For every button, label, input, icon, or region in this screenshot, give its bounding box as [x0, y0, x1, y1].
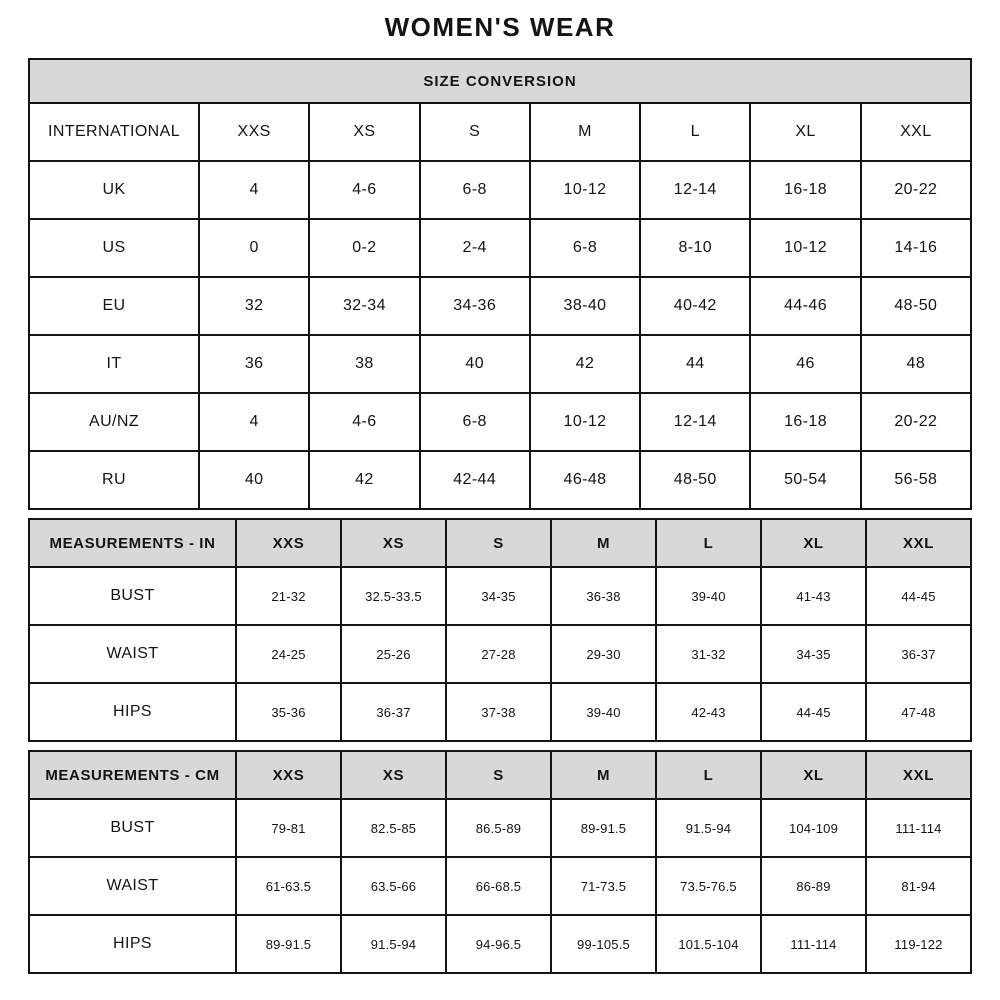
value-cell: 42: [309, 451, 419, 509]
row-label-cell: EU: [29, 277, 199, 335]
value-cell: 16-18: [750, 393, 860, 451]
value-cell: 21-32: [236, 567, 341, 625]
value-cell: 14-16: [861, 219, 971, 277]
row-label-cell: RU: [29, 451, 199, 509]
value-cell: 39-40: [551, 683, 656, 741]
value-cell: 36-37: [341, 683, 446, 741]
size-col-header: L: [656, 751, 761, 799]
value-cell: 10-12: [530, 161, 640, 219]
value-cell: 71-73.5: [551, 857, 656, 915]
row-label-cell: IT: [29, 335, 199, 393]
value-cell: 38: [309, 335, 419, 393]
table-row: [29, 915, 971, 973]
table-row: [29, 219, 971, 277]
value-cell: 4-6: [309, 161, 419, 219]
size-col-header: XXL: [866, 519, 971, 567]
value-cell: 12-14: [640, 393, 750, 451]
value-cell: 6-8: [420, 393, 530, 451]
value-cell: 89-91.5: [236, 915, 341, 973]
table-row: [29, 799, 971, 857]
value-cell: 16-18: [750, 161, 860, 219]
value-cell: 44-46: [750, 277, 860, 335]
value-cell: 89-91.5: [551, 799, 656, 857]
size-col-header: XXS: [236, 519, 341, 567]
value-cell: 48-50: [640, 451, 750, 509]
value-cell: 66-68.5: [446, 857, 551, 915]
value-cell: 34-35: [446, 567, 551, 625]
value-cell: 38-40: [530, 277, 640, 335]
value-cell: XXS: [199, 103, 309, 161]
row-label-cell: INTERNATIONAL: [29, 103, 199, 161]
size-col-header: XS: [341, 751, 446, 799]
measurements-in-table: [28, 518, 972, 742]
value-cell: XL: [750, 103, 860, 161]
value-cell: L: [640, 103, 750, 161]
size-col-header: XXS: [236, 751, 341, 799]
row-label-cell: BUST: [29, 567, 236, 625]
value-cell: 40: [420, 335, 530, 393]
measurements-cm-table: [28, 750, 972, 974]
value-cell: 111-114: [866, 799, 971, 857]
table-row: [29, 161, 971, 219]
size-conversion-table: [28, 58, 972, 510]
value-cell: 46: [750, 335, 860, 393]
table-row: [29, 451, 971, 509]
value-cell: 24-25: [236, 625, 341, 683]
row-label-cell: UK: [29, 161, 199, 219]
value-cell: 99-105.5: [551, 915, 656, 973]
table-row: [29, 393, 971, 451]
value-cell: 10-12: [530, 393, 640, 451]
value-cell: 42-44: [420, 451, 530, 509]
value-cell: 48-50: [861, 277, 971, 335]
row-label-cell: AU/NZ: [29, 393, 199, 451]
value-cell: 86-89: [761, 857, 866, 915]
value-cell: 44-45: [866, 567, 971, 625]
value-cell: 50-54: [750, 451, 860, 509]
value-cell: 111-114: [761, 915, 866, 973]
value-cell: 36-38: [551, 567, 656, 625]
table-row: [29, 857, 971, 915]
value-cell: 4-6: [309, 393, 419, 451]
value-cell: 91.5-94: [656, 799, 761, 857]
table-row: [29, 103, 971, 161]
row-label-cell: WAIST: [29, 857, 236, 915]
value-cell: 2-4: [420, 219, 530, 277]
row-label-cell: US: [29, 219, 199, 277]
page-title: WOMEN'S WEAR: [384, 12, 616, 42]
value-cell: 104-109: [761, 799, 866, 857]
value-cell: M: [530, 103, 640, 161]
value-cell: 47-48: [866, 683, 971, 741]
value-cell: 36: [199, 335, 309, 393]
value-cell: 27-28: [446, 625, 551, 683]
value-cell: XS: [309, 103, 419, 161]
value-cell: 40-42: [640, 277, 750, 335]
size-col-header: XL: [761, 519, 866, 567]
value-cell: 44-45: [761, 683, 866, 741]
value-cell: XXL: [861, 103, 971, 161]
table-row: [29, 567, 971, 625]
value-cell: 32: [199, 277, 309, 335]
value-cell: 56-58: [861, 451, 971, 509]
value-cell: 34-35: [761, 625, 866, 683]
row-label-cell: HIPS: [29, 915, 236, 973]
size-col-header: M: [551, 751, 656, 799]
value-cell: 48: [861, 335, 971, 393]
value-cell: 35-36: [236, 683, 341, 741]
value-cell: 39-40: [656, 567, 761, 625]
size-col-header: M: [551, 519, 656, 567]
table-header-row: [29, 751, 971, 799]
row-label-cell: BUST: [29, 799, 236, 857]
table-header-row: [29, 59, 971, 103]
size-col-header: S: [446, 751, 551, 799]
value-cell: 44: [640, 335, 750, 393]
table-row: [29, 277, 971, 335]
table-row: [29, 625, 971, 683]
value-cell: 0-2: [309, 219, 419, 277]
size-col-header: XL: [761, 751, 866, 799]
table-row: [29, 335, 971, 393]
value-cell: 12-14: [640, 161, 750, 219]
size-col-header: L: [656, 519, 761, 567]
value-cell: 10-12: [750, 219, 860, 277]
value-cell: 42-43: [656, 683, 761, 741]
value-cell: 41-43: [761, 567, 866, 625]
value-cell: 37-38: [446, 683, 551, 741]
value-cell: 34-36: [420, 277, 530, 335]
value-cell: 94-96.5: [446, 915, 551, 973]
value-cell: 40: [199, 451, 309, 509]
value-cell: 20-22: [861, 161, 971, 219]
value-cell: 79-81: [236, 799, 341, 857]
value-cell: 82.5-85: [341, 799, 446, 857]
value-cell: S: [420, 103, 530, 161]
table-row: [29, 683, 971, 741]
value-cell: 46-48: [530, 451, 640, 509]
size-col-header: XXL: [866, 751, 971, 799]
measurements-in-header: MEASUREMENTS - IN: [29, 519, 236, 567]
value-cell: 63.5-66: [341, 857, 446, 915]
value-cell: 29-30: [551, 625, 656, 683]
value-cell: 0: [199, 219, 309, 277]
value-cell: 81-94: [866, 857, 971, 915]
value-cell: 4: [199, 393, 309, 451]
measurements-cm-header: MEASUREMENTS - CM: [29, 751, 236, 799]
value-cell: 73.5-76.5: [656, 857, 761, 915]
value-cell: 61-63.5: [236, 857, 341, 915]
value-cell: 6-8: [530, 219, 640, 277]
value-cell: 25-26: [341, 625, 446, 683]
value-cell: 119-122: [866, 915, 971, 973]
value-cell: 32.5-33.5: [341, 567, 446, 625]
size-col-header: XS: [341, 519, 446, 567]
row-label-cell: WAIST: [29, 625, 236, 683]
value-cell: 101.5-104: [656, 915, 761, 973]
value-cell: 91.5-94: [341, 915, 446, 973]
value-cell: 4: [199, 161, 309, 219]
value-cell: 36-37: [866, 625, 971, 683]
size-conversion-header: SIZE CONVERSION: [29, 59, 971, 103]
value-cell: 20-22: [861, 393, 971, 451]
size-col-header: S: [446, 519, 551, 567]
value-cell: 6-8: [420, 161, 530, 219]
table-header-row: [29, 519, 971, 567]
row-label-cell: HIPS: [29, 683, 236, 741]
value-cell: 31-32: [656, 625, 761, 683]
value-cell: 42: [530, 335, 640, 393]
value-cell: 8-10: [640, 219, 750, 277]
value-cell: 86.5-89: [446, 799, 551, 857]
value-cell: 32-34: [309, 277, 419, 335]
